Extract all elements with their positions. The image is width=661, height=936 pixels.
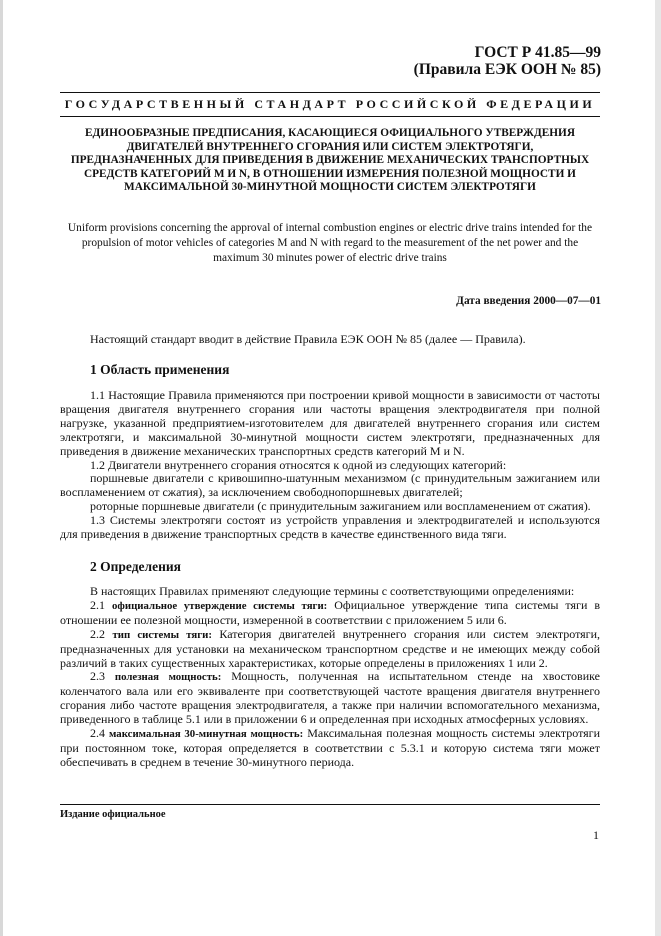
- paragraph-1-2-item-a: поршневые двигатели с кривошипно-шатунным механизмом (с принудительным зажиганием или воспламенением от сжатия), за исключением свободнопоршневых двигателей;: [60, 471, 600, 500]
- definition-number: 2.1: [90, 597, 105, 612]
- footer-rule: [60, 804, 600, 805]
- page-number: 1: [593, 828, 599, 842]
- definition-text: Категория двигателей внутреннего сгорания или систем электротяги, предназначенных для установки на механическом транспортном средстве и не имеющих между собой различий в таких существенных характеристиках, которые определены в приложениях 1 или 2.: [60, 626, 601, 670]
- definitions-lead: В настоящих Правилах применяют следующие термины с соответствующими определениями:: [90, 584, 575, 598]
- definition-2-3: [60, 670, 600, 727]
- definition-term: максимальная 30-минутная мощность:: [109, 728, 304, 741]
- title-english: Uniform provisions concerning the approval of internal combustion engines or electric drive trains intended for the propulsion of motor vehicles of categories M and N with regard to the measurement of the net power and the maximum 30 minutes power of electric drive trains: [67, 222, 593, 264]
- definition-number: 2.4: [90, 726, 105, 741]
- edition-label: Издание официальное: [60, 809, 166, 820]
- section-2-heading: 2 Определения: [90, 559, 181, 574]
- scan-edge-left: [0, 0, 3, 936]
- definition-text: Максимальная полезная мощность системы электротяги при постоянном токе, которая определяется в соответствии с 5.3.1 и которую система тяги может обеспечивать в среднем в течение 30-минутного периода.: [60, 726, 601, 769]
- standard-code: ГОСТ Р 41.85—99: [474, 44, 601, 61]
- title-russian: ЕДИНООБРАЗНЫЕ ПРЕДПИСАНИЯ, КАСАЮЩИЕСЯ ОФИЦИАЛЬНОГО УТВЕРЖДЕНИЯ ДВИГАТЕЛЕЙ ВНУТРЕННЕГО СГОРАНИЯ ИЛИ СИСТЕМ ЭЛЕКТРОТЯГИ, ПРЕДНАЗНАЧЕННЫХ ДЛЯ ПРИВЕДЕНИЯ В ДВИЖЕНИЕ МЕХАНИЧЕСКИХ ТРАНСПОРТНЫХ СРЕДСТВ КАТЕГОРИЙ M И N, В ОТНОШЕНИИ ИЗМЕРЕНИЯ ПОЛЕЗНОЙ МОЩНОСТИ И МАКСИМАЛЬНОЙ 30-МИНУТНОЙ МОЩНОСТИ СИСТЕМ ЭЛЕКТРОТЯГИ: [70, 127, 590, 193]
- definition-term: официальное утверждение системы тяги:: [111, 599, 328, 612]
- intro-text: Настоящий стандарт вводит в действие Правила ЕЭК ООН № 85 (далее — Правила).: [90, 332, 526, 346]
- definition-2-2: [60, 628, 600, 671]
- definition-2-1: [60, 599, 600, 628]
- document-header: [414, 44, 601, 78]
- definition-number: 2.3: [90, 669, 105, 684]
- paragraph-1-3: 1.3 Системы электротяги состоят из устройств управления и электродвигателей и используются для приведения в движение транспортных средств в качестве единственного вида тяги.: [60, 513, 600, 542]
- definition-text: Мощность, полученная на испытательном стенде на хвостовике коленчатого вала или его эквиваленте при соответствующей частоте вращения двигателя внутреннего сгорания либо частоте вращения электродвигателя, а также при наличии вспомогательного механизма, приведенного в таблице 5.1 или в приложении 6 и определенная при исходных атмосферных условиях.: [60, 669, 601, 727]
- paragraph-1-1: 1.1 Настоящие Правила применяются при построении кривой мощности в зависимости от частоты вращения двигателя внутреннего сгорания или частоты вращения электродвигателя при полной нагрузке, указанной предприятием-изготовителем для двигателей внутреннего сгорания или систем электротяги, и максимальной 30-минутной мощности систем электротяги, предназначенных для приведения в движение механических транспортных средств категорий M и N.: [60, 388, 600, 458]
- intro-date: Дата введения 2000—07—01: [456, 295, 601, 307]
- section-1-body: [60, 389, 600, 542]
- definition-term: тип системы тяги:: [112, 628, 212, 641]
- section-2-body: [60, 585, 600, 770]
- top-rule: [60, 92, 600, 93]
- intro-paragraph: [60, 333, 600, 347]
- section-1-heading: 1 Область применения: [90, 362, 230, 377]
- paragraph-1-2: 1.2 Двигатели внутреннего сгорания относятся к одной из следующих категорий:: [90, 457, 507, 472]
- definition-text: Официальное утверждение типа системы тяги в отношении ее полезной мощности, измеренной в соответствии с приложением 5 или 6.: [60, 597, 601, 627]
- definition-term: полезная мощность:: [114, 671, 222, 684]
- definition-2-4: [60, 727, 600, 770]
- definition-number: 2.2: [90, 626, 105, 641]
- rule-reference: (Правила ЕЭК ООН № 85): [413, 61, 601, 78]
- paragraph-1-2-item-b: роторные поршневые двигатели (с принудительным зажиганием или воспламенением от сжатия).: [90, 499, 591, 514]
- state-standard-banner: ГОСУДАРСТВЕННЫЙ СТАНДАРТ РОССИЙСКОЙ ФЕДЕРАЦИИ: [64, 97, 596, 111]
- scan-edge-right: [655, 0, 661, 936]
- banner-rule: [60, 116, 600, 117]
